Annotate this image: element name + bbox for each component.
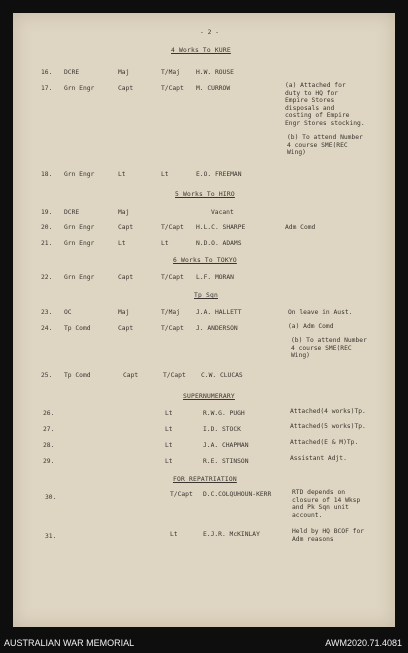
section-heading-repatriation: FOR REPATRIATION — [173, 476, 237, 483]
row-appointment: T/Capt — [170, 491, 193, 498]
row-appointment: T/Capt — [161, 85, 184, 92]
row-branch: OC — [64, 309, 72, 316]
footer-accession-number: AWM2020.71.4081 — [325, 638, 402, 648]
row-number: 31. — [45, 533, 57, 540]
row-rank: Capt — [118, 85, 134, 92]
row-number: 20. — [41, 224, 53, 231]
row-appointment: T/Maj — [161, 69, 180, 76]
row-name: Vacant — [211, 209, 234, 216]
document-page — [13, 13, 395, 627]
row-number: 30. — [45, 494, 57, 501]
row-branch: DCRE — [64, 69, 80, 76]
row-number: 26. — [43, 410, 55, 417]
row-remarks: Assistant Adjt. — [290, 455, 347, 462]
row-remarks: Attached(E & M)Tp. — [290, 439, 359, 446]
row-remarks: Attached(5 works)Tp. — [290, 423, 366, 430]
row-name: H.L.C. SHARPE — [196, 224, 246, 231]
row-rank: Capt — [118, 224, 134, 231]
row-name: I.D. STOCK — [203, 426, 241, 433]
row-branch: Grn Engr — [64, 85, 95, 92]
row-name: C.W. CLUCAS — [201, 372, 243, 379]
row-branch: Grn Engr — [64, 171, 95, 178]
row-number: 27. — [43, 426, 55, 433]
row-remarks-b: (b) To attend Number 4 course SME(REC Wing) — [291, 337, 367, 360]
row-appointment: T/Maj — [161, 309, 180, 316]
row-remarks: (a) Attached for duty to HQ for Empire Stores disposals and costing of Empire Engr Stores stocking. — [285, 82, 365, 127]
row-remarks-b: (b) To attend Number 4 course SME(REC Wing) — [287, 134, 363, 157]
row-number: 19. — [41, 209, 53, 216]
row-rank: Capt — [123, 372, 139, 379]
section-heading-4-works: 4 Works To KURE — [171, 47, 231, 54]
row-number: 24. — [41, 325, 53, 332]
row-appointment: Lt — [165, 458, 173, 465]
row-name: H.W. ROUSE — [196, 69, 234, 76]
row-rank: Lt — [118, 240, 126, 247]
row-appointment: Lt — [161, 240, 169, 247]
row-number: 28. — [43, 442, 55, 449]
section-heading-5-works: 5 Works To HIRO — [175, 191, 235, 198]
row-remarks: On leave in Aust. — [288, 309, 353, 316]
row-remarks: Attached(4 works)Tp. — [290, 408, 366, 415]
row-name: D.C.COLQUHOUN-KERR — [203, 491, 272, 498]
row-number: 25. — [41, 372, 53, 379]
row-number: 17. — [41, 85, 53, 92]
row-name: E.O. FREEMAN — [196, 171, 242, 178]
row-name: J.A. CHAPMAN — [203, 442, 249, 449]
row-appointment: T/Capt — [161, 325, 184, 332]
row-name: J.A. HALLETT — [196, 309, 242, 316]
row-number: 18. — [41, 171, 53, 178]
archive-footer — [0, 632, 408, 653]
row-appointment: Lt — [161, 171, 169, 178]
section-heading-supernumerary: SUPERNUMERARY — [183, 393, 235, 400]
row-remarks: RTD depends on closure of 14 Wksp and Pk Sqn unit account. — [292, 489, 361, 519]
row-name: M. CURROW — [196, 85, 231, 92]
row-appointment: Lt — [165, 426, 173, 433]
row-branch: DCRE — [64, 209, 80, 216]
row-appointment: T/Capt — [161, 274, 184, 281]
row-number: 21. — [41, 240, 53, 247]
row-number: 22. — [41, 274, 53, 281]
row-name: J. ANDERSON — [196, 325, 238, 332]
page-number: - 2 - — [200, 29, 219, 36]
row-number: 23. — [41, 309, 53, 316]
row-rank: Capt — [118, 274, 134, 281]
row-rank: Capt — [118, 325, 134, 332]
footer-institution: AUSTRALIAN WAR MEMORIAL — [4, 638, 135, 648]
section-heading-6-works: 6 Works To TOKYO — [173, 257, 237, 264]
row-appointment: Lt — [165, 442, 173, 449]
row-number: 29. — [43, 458, 55, 465]
row-name: R.W.G. PUGH — [203, 410, 245, 417]
row-name: L.F. MORAN — [196, 274, 234, 281]
row-remarks: (a) Adm Comd — [288, 323, 334, 330]
row-name: N.D.O. ADAMS — [196, 240, 242, 247]
row-branch: Grn Engr — [64, 224, 95, 231]
row-branch: Tp Comd — [64, 325, 91, 332]
row-rank: Maj — [118, 309, 130, 316]
row-branch: Grn Engr — [64, 240, 95, 247]
row-rank: Lt — [118, 171, 126, 178]
row-name: R.E. STINSON — [203, 458, 249, 465]
row-name: E.J.R. McKINLAY — [203, 531, 260, 538]
row-branch: Tp Comd — [64, 372, 91, 379]
row-appointment: Lt — [165, 410, 173, 417]
row-number: 16. — [41, 69, 53, 76]
row-remarks: Held by HQ BCOF for Adm reasons — [292, 528, 365, 543]
row-appointment: T/Capt — [163, 372, 186, 379]
row-appointment: Lt — [170, 531, 178, 538]
row-branch: Grn Engr — [64, 274, 95, 281]
row-rank: Maj — [118, 69, 130, 76]
row-rank: Maj — [118, 209, 130, 216]
row-remarks: Adm Comd — [285, 224, 316, 231]
section-heading-tp-sqn: Tp Sqn — [194, 292, 218, 299]
row-appointment: T/Capt — [161, 224, 184, 231]
